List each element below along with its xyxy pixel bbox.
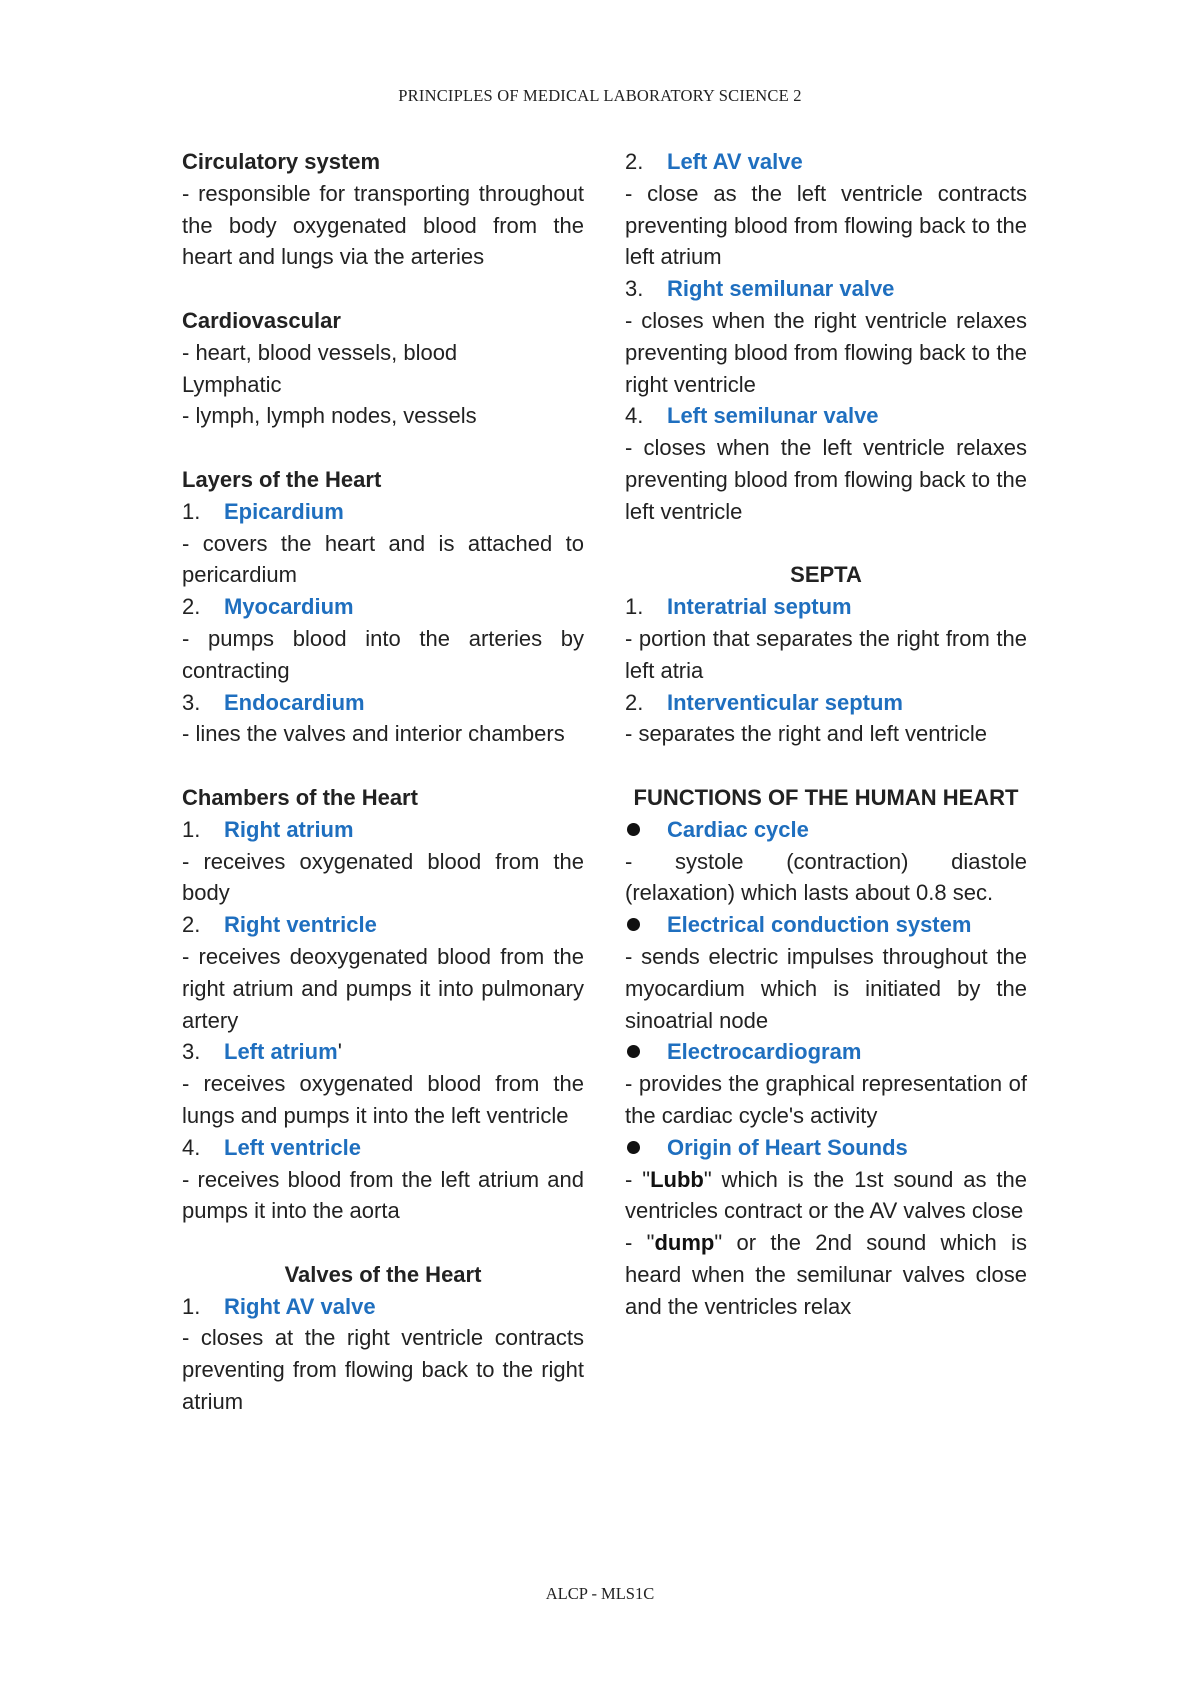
left-column — [182, 146, 584, 1418]
lymphatic-label: Lymphatic — [182, 371, 282, 397]
septum-description: - separates the right and left ventricle — [625, 721, 987, 747]
septum-item: 2. Interventicular septum — [625, 689, 903, 715]
layer-description: - lines the valves and interior chambers — [182, 721, 565, 747]
valve-item: 4. Left semilunar valve — [625, 403, 879, 429]
layer-item: 1. Epicardium — [182, 498, 344, 524]
page-footer: ALCP - MLS1C — [545, 1584, 655, 1603]
page-header: PRINCIPLES OF MEDICAL LABORATORY SCIENCE 2 — [398, 86, 802, 105]
valve-item: 1. Right AV valve — [182, 1293, 376, 1319]
right-column — [625, 146, 1027, 1322]
chamber-item: 2. Right ventricle — [182, 912, 377, 938]
lymphatic-description: - lymph, lymph nodes, vessels — [182, 403, 477, 429]
valve-item: 3. Right semilunar valve — [625, 276, 895, 302]
layer-description: - covers the heart and is attached to pericardium — [182, 530, 584, 588]
circulatory-description: - responsible for transporting throughout the body oxygenated blood from the heart and lungs via the arteries — [182, 180, 584, 270]
layer-item: 2. Myocardium — [182, 594, 354, 620]
function-description: - systole (contraction) diastole (relaxation) which lasts about 0.8 sec. — [625, 848, 1027, 906]
chamber-item: 1. Right atrium — [182, 816, 354, 842]
section-title-chambers: Chambers of the Heart — [182, 784, 418, 810]
function-item: Cardiac cycle — [667, 816, 809, 842]
function-item: Electrical conduction system — [667, 912, 972, 938]
valve-description: - closes when the right ventricle relaxes preventing blood from flowing back to the right ventricle — [625, 307, 1027, 397]
function-item: Origin of Heart Sounds — [667, 1134, 908, 1160]
chamber-description: - receives deoxygenated blood from the right atrium and pumps it into pulmonary artery — [182, 943, 584, 1033]
function-item: Electrocardiogram — [667, 1039, 862, 1065]
valve-description: - closes at the right ventricle contracts preventing from flowing back to the right atrium — [182, 1325, 584, 1415]
chamber-description: - receives oxygenated blood from the body — [182, 848, 584, 906]
septum-item: 1. Interatrial septum — [625, 594, 852, 620]
section-title-layers: Layers of the Heart — [182, 466, 382, 492]
septum-description: - portion that separates the right from the left atria — [625, 625, 1027, 683]
section-title-valves: Valves of the Heart — [284, 1261, 482, 1287]
dump-description: - "dump" or the 2nd sound which is heard when the semilunar valves close and the ventricles relax — [625, 1230, 1028, 1319]
chamber-description: - receives oxygenated blood from the lungs and pumps it into the left ventricle — [182, 1071, 584, 1128]
function-description: - provides the graphical representation of the cardiac cycle's activity — [625, 1071, 1027, 1128]
chamber-description: - receives blood from the left atrium and pumps it into the aorta — [182, 1166, 584, 1224]
cardiovascular-description: - heart, blood vessels, blood — [182, 339, 458, 365]
layer-item: 3. Endocardium — [182, 689, 365, 715]
chamber-item: 3. Left atrium ' — [182, 1039, 342, 1065]
section-title-septa: SEPTA — [790, 562, 862, 588]
function-description: - sends electric impulses throughout the myocardium which is initiated by the sinoatrial node — [625, 943, 1027, 1033]
valve-description: - close as the left ventricle contracts preventing blood from flowing back to the left atrium — [625, 180, 1027, 270]
valve-description: - closes when the left ventricle relaxes preventing blood from flowing back to the left ventricle — [625, 435, 1027, 524]
valve-item: 2. Left AV valve — [625, 149, 803, 174]
section-title-circulatory: Circulatory system — [182, 149, 381, 174]
section-title-cardiovascular: Cardiovascular — [182, 307, 341, 333]
chamber-item: 4. Left ventricle — [182, 1134, 361, 1160]
lubb-description: - "Lubb" which is the 1st sound as the ventricles contract or the AV valves close — [625, 1166, 1028, 1224]
section-title-functions: FUNCTIONS OF THE HUMAN HEART — [633, 784, 1019, 810]
layer-description: - pumps blood into the arteries by contracting — [182, 625, 584, 683]
